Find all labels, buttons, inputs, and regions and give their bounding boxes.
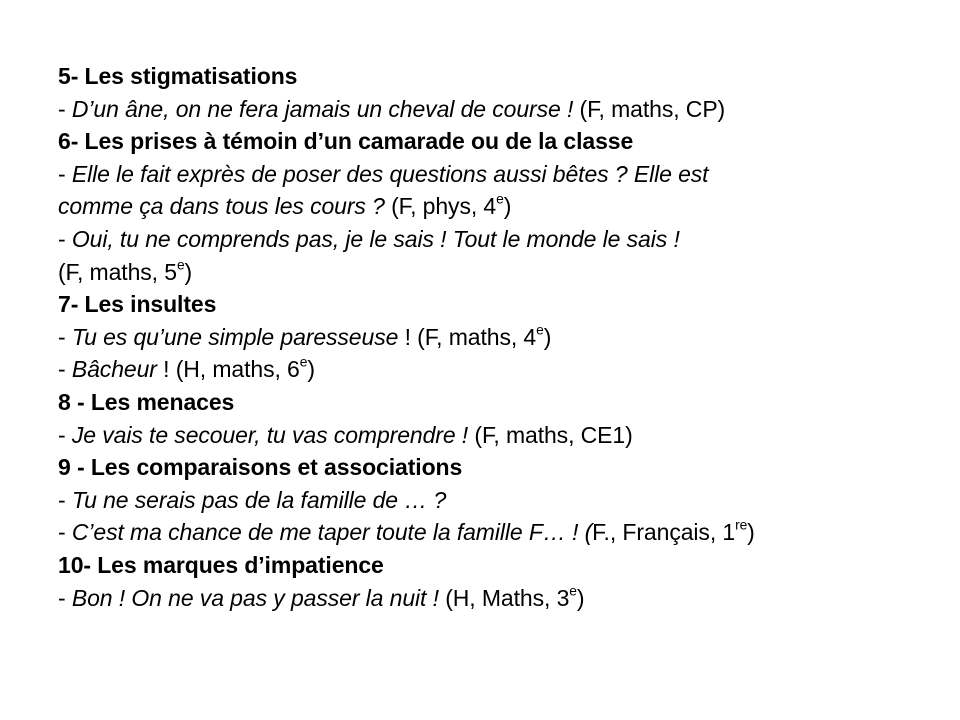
quote-source: ! (H, maths, 6	[156, 356, 300, 383]
quote-dash: -	[58, 323, 72, 350]
quote-source-superscript: e	[536, 322, 544, 338]
quote-text: Oui, tu ne comprends pas, je le sais ! Tout le monde le sais !	[71, 225, 680, 252]
quote-dash: -	[58, 584, 72, 611]
quote-line	[58, 516, 938, 549]
section-heading-menaces: 8 - Les menaces	[58, 388, 235, 415]
quote-source-superscript: re	[735, 517, 748, 533]
quote-text: Tu es qu’une simple paresseuse	[71, 323, 399, 350]
quote-text: comme ça dans tous les cours ?	[58, 193, 385, 220]
quote-dash: -	[58, 160, 72, 187]
quote-source-close: )	[184, 258, 193, 285]
quote-dash: -	[58, 486, 72, 513]
quote-dash: -	[58, 421, 72, 448]
quote-line	[58, 582, 938, 615]
quote-dash: -	[58, 356, 72, 383]
quote-text: Je vais te secouer, tu vas comprendre !	[71, 421, 469, 448]
quote-source: (H, Maths, 3	[438, 584, 570, 611]
quote-dash: -	[58, 95, 72, 122]
quote-source-superscript: e	[299, 355, 308, 370]
quote-text: D’un âne, on ne fera jamais un cheval de course !	[71, 95, 574, 122]
quote-source-superscript: e	[569, 583, 577, 599]
quote-line	[58, 484, 938, 517]
quote-source-line	[58, 256, 938, 289]
quote-text: Bâcheur	[71, 356, 157, 383]
quote-line	[58, 321, 938, 354]
quote-line	[58, 353, 938, 386]
quote-source-superscript: e	[176, 257, 185, 273]
quote-source: (F, phys, 4	[384, 193, 497, 220]
section-heading-stigmatisations: 5- Les stigmatisations	[58, 63, 298, 89]
quote-text: Tu ne serais pas de la famille de … ?	[71, 486, 447, 513]
quote-source-superscript: e	[496, 192, 504, 208]
quote-source: (F, maths, CE1)	[468, 421, 633, 448]
quote-line	[58, 223, 938, 256]
quote-source-close: )	[747, 519, 755, 546]
section-heading-insultes: 7- Les insultes	[58, 291, 217, 318]
quote-text: Elle le fait exprès de poser des questions aussi bêtes ? Elle est	[71, 160, 709, 187]
quote-source: (F, maths, CP)	[573, 95, 726, 122]
quote-source-close: )	[307, 356, 315, 383]
quote-line	[58, 419, 938, 452]
quote-line	[58, 93, 938, 126]
quote-source: (F, maths, 5	[58, 258, 177, 285]
section-heading-comparaisons: 9 - Les comparaisons et associations	[58, 454, 463, 481]
quote-line-continued	[58, 190, 938, 223]
quote-text: C’est ma chance de me taper toute la famille F… ! (	[71, 519, 593, 546]
section-heading-impatience: 10- Les marques d’impatience	[58, 551, 384, 578]
quote-source-close: )	[503, 193, 512, 220]
section-heading-prises-a-temoin: 6- Les prises à témoin d’un camarade ou de la classe	[58, 128, 634, 155]
quote-text: Bon ! On ne va pas y passer la nuit !	[71, 584, 439, 611]
slide-text-body	[58, 60, 938, 614]
quote-source-close: )	[543, 323, 552, 350]
quote-dash: -	[58, 225, 72, 252]
quote-source-close: )	[576, 584, 585, 611]
quote-line	[58, 158, 938, 191]
quote-source: F., Français, 1	[592, 519, 736, 546]
quote-source: ! (F, maths, 4	[398, 323, 537, 350]
quote-dash: -	[58, 519, 72, 546]
